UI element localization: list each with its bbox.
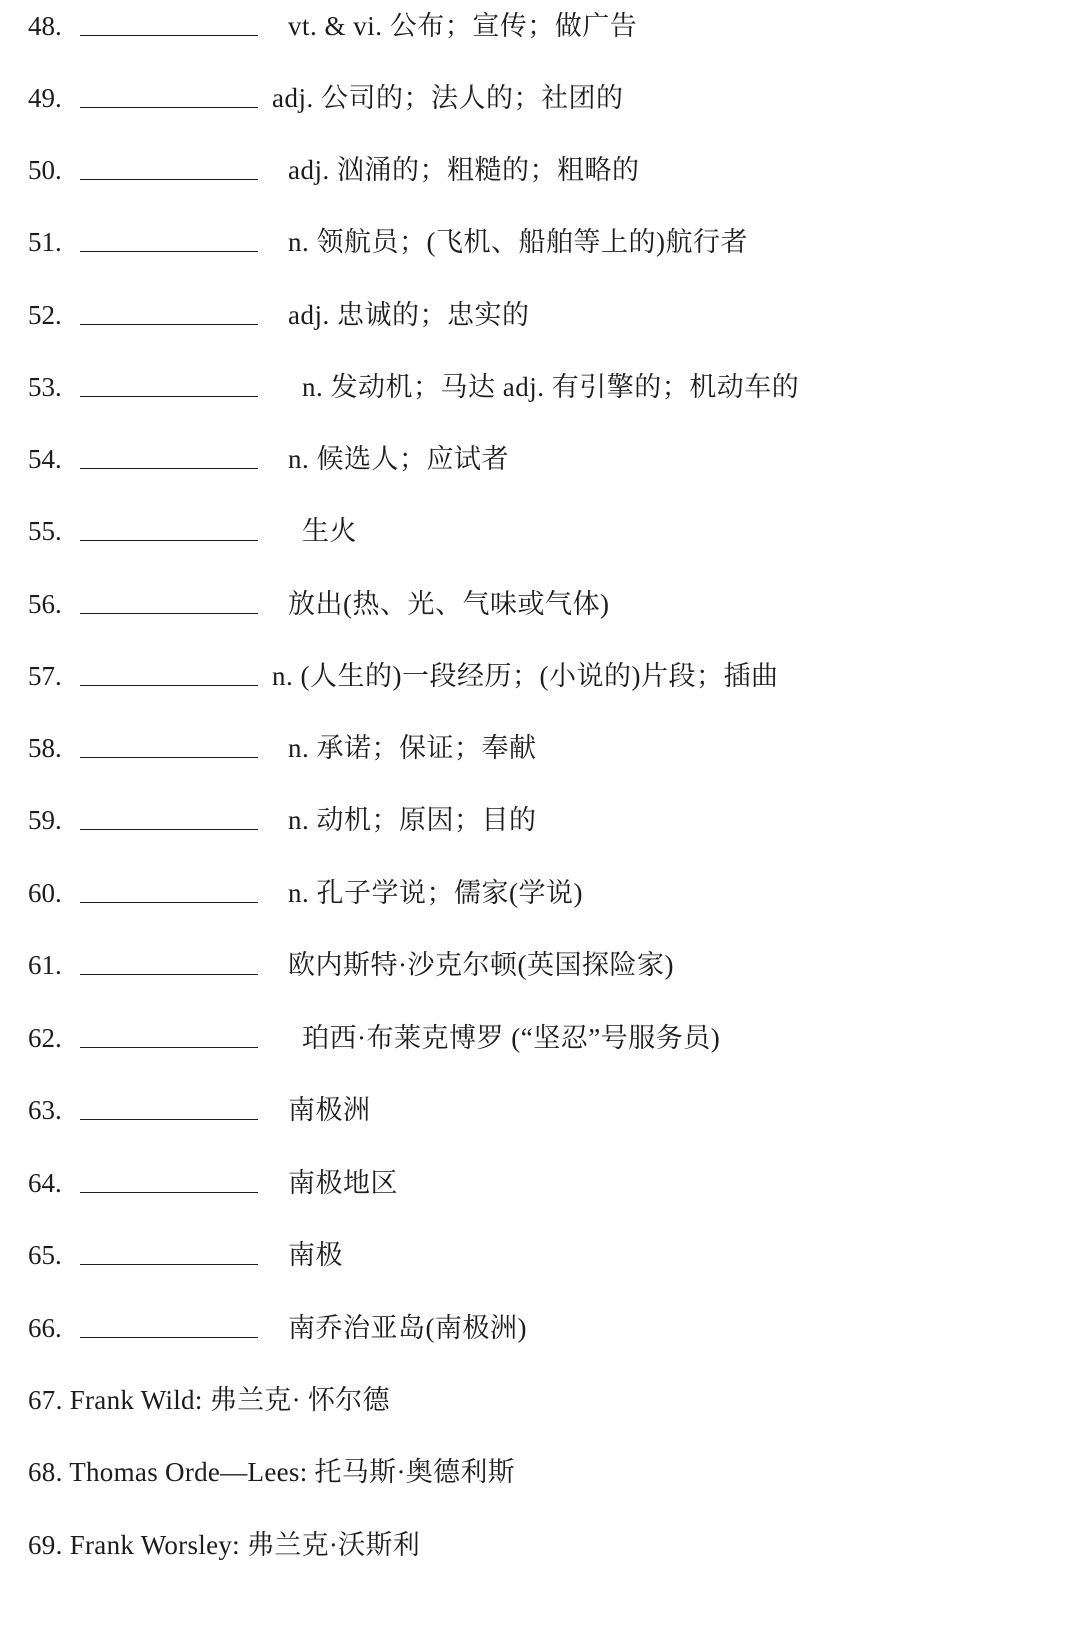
item-number: 57. [28,661,62,691]
item-definition: 南乔治亚岛(南极洲) [288,1313,527,1343]
item-number: 53. [28,372,62,402]
item-definition: 南极 [288,1240,343,1270]
item-number: 55. [28,516,62,546]
item-number: 62. [28,1023,62,1053]
item-definition: 欧内斯特·沙克尔顿(英国探险家) [288,950,674,980]
answer-blank [80,974,258,975]
answer-blank [80,902,258,903]
list-item [0,584,1080,624]
item-number: 63. [28,1095,62,1125]
name-gloss: 68. Thomas Orde—Lees: 托马斯·奥德利斯 [28,1457,515,1487]
answer-blank [80,1119,258,1120]
list-item [0,873,1080,913]
item-number: 52. [28,300,62,330]
answer-blank [80,1264,258,1265]
item-number: 58. [28,733,62,763]
item-definition: vt. & vi. 公布；宣传；做广告 [288,11,638,41]
item-number: 65. [28,1240,62,1270]
name-item [0,1452,1080,1492]
list-item [0,945,1080,985]
item-number: 61. [28,950,62,980]
answer-blank [80,1192,258,1193]
item-definition: adj. 公司的；法人的；社团的 [272,83,624,113]
item-definition: n. 孔子学说；儒家(学说) [288,878,583,908]
item-definition: n. 发动机；马达 adj. 有引擎的；机动车的 [302,372,800,402]
item-number: 66. [28,1313,62,1343]
item-definition: n. 领航员；(飞机、船舶等上的)航行者 [288,227,748,257]
list-item [0,1308,1080,1348]
list-item [0,656,1080,696]
list-item [0,511,1080,551]
name-gloss: 67. Frank Wild: 弗兰克· 怀尔德 [28,1385,390,1415]
item-definition: adj. 忠诚的；忠实的 [288,300,530,330]
item-definition: adj. 汹涌的；粗糙的；粗略的 [288,155,640,185]
item-definition: 生火 [302,516,357,546]
list-item [0,295,1080,335]
item-definition: 珀西·布莱克博罗 (“坚忍”号服务员) [302,1023,721,1053]
answer-blank [80,829,258,830]
name-item [0,1525,1080,1565]
answer-blank [80,251,258,252]
list-item [0,800,1080,840]
item-definition: n. 承诺；保证；奉献 [288,733,537,763]
list-item [0,1235,1080,1275]
item-number: 64. [28,1168,62,1198]
answer-blank [80,1337,258,1338]
name-gloss: 69. Frank Worsley: 弗兰克·沃斯利 [28,1530,421,1560]
answer-blank [80,396,258,397]
list-item [0,367,1080,407]
answer-blank [80,1047,258,1048]
item-number: 59. [28,805,62,835]
list-item [0,6,1080,46]
item-definition: 放出(热、光、气味或气体) [288,589,610,619]
item-definition: n. 候选人；应试者 [288,444,509,474]
item-number: 49. [28,83,62,113]
list-item [0,1090,1080,1130]
item-number: 48. [28,11,62,41]
list-item [0,728,1080,768]
answer-blank [80,613,258,614]
answer-blank [80,685,258,686]
answer-blank [80,468,258,469]
item-definition: n. (人生的)一段经历；(小说的)片段；插曲 [272,661,779,691]
item-number: 60. [28,878,62,908]
answer-blank [80,35,258,36]
list-item [0,222,1080,262]
list-item [0,1018,1080,1058]
list-item [0,150,1080,190]
list-item [0,78,1080,118]
list-item [0,1163,1080,1203]
answer-blank [80,540,258,541]
item-number: 54. [28,444,62,474]
item-definition: 南极地区 [288,1168,398,1198]
answer-blank [80,757,258,758]
item-number: 51. [28,227,62,257]
item-number: 50. [28,155,62,185]
item-definition: 南极洲 [288,1095,371,1125]
answer-blank [80,107,258,108]
item-number: 56. [28,589,62,619]
list-item [0,439,1080,479]
answer-blank [80,179,258,180]
item-definition: n. 动机；原因；目的 [288,805,537,835]
answer-blank [80,324,258,325]
name-item [0,1380,1080,1420]
